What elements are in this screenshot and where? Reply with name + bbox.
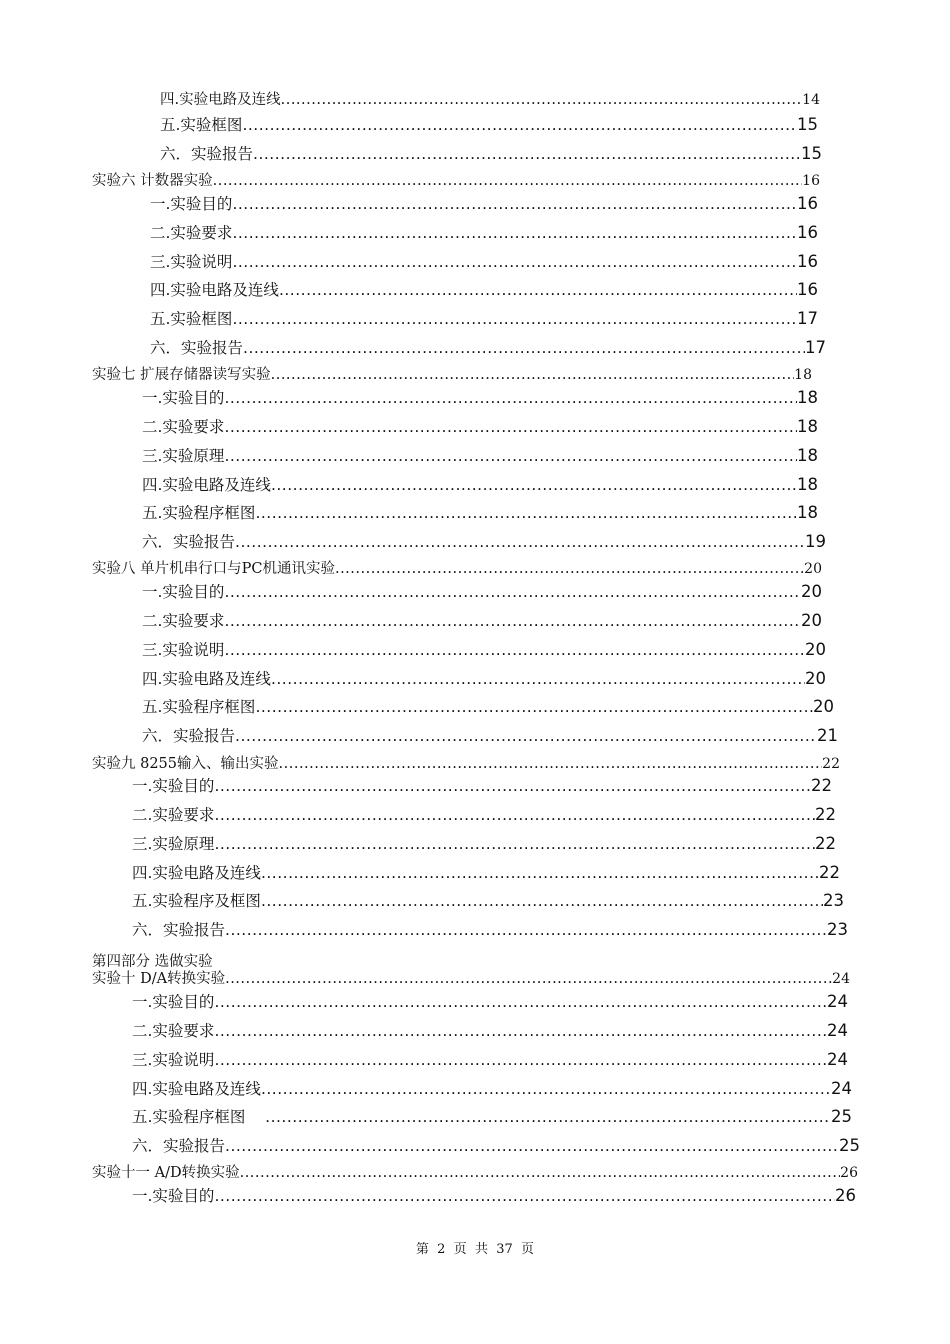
toc-entry-label: 六．实验报告 xyxy=(142,727,236,745)
toc-page-number: 17 xyxy=(805,338,826,357)
toc-leader-dots xyxy=(225,972,832,987)
toc-leader-dots xyxy=(224,585,801,601)
toc-page-number: 18 xyxy=(794,367,812,383)
toc-entry[interactable] xyxy=(142,699,834,716)
toc-leader-dots xyxy=(224,643,805,659)
toc-entry-label: 二.实验要求 xyxy=(132,1022,215,1040)
toc-entry-label: 四.实验电路及连线 xyxy=(142,476,271,494)
toc-leader-dots xyxy=(235,535,805,551)
toc-page-number: 18 xyxy=(797,388,818,407)
toc-page-number: 22 xyxy=(815,805,836,824)
toc-entry-label: 六．实验报告 xyxy=(132,1137,226,1155)
toc-chapter-entry[interactable] xyxy=(92,757,840,772)
toc-entry[interactable] xyxy=(160,117,818,134)
part-heading[interactable]: 第四部分 选做实验 xyxy=(92,954,213,970)
toc-page-number: 20 xyxy=(813,697,834,716)
toc-leader-dots xyxy=(213,174,803,189)
toc-leader-dots xyxy=(271,478,797,494)
toc-page-number: 21 xyxy=(817,726,838,745)
toc-entry-label: 五.实验框图 xyxy=(150,310,233,328)
toc-entry-label: 四.实验电路及连线 xyxy=(132,1080,261,1098)
toc-page-number: 23 xyxy=(823,891,844,910)
toc-entry-label: 五.实验程序框图 xyxy=(142,698,256,716)
toc-entry-label: 六．实验报告 xyxy=(142,533,236,551)
toc-leader-dots xyxy=(225,923,827,939)
toc-leader-dots xyxy=(243,341,805,357)
toc-leader-dots xyxy=(214,808,815,824)
toc-page-number: 25 xyxy=(839,1136,860,1155)
toc-entry-label: 五.实验程序框图 xyxy=(142,504,256,522)
toc-leader-dots xyxy=(271,672,805,688)
toc-entry[interactable] xyxy=(132,807,836,824)
toc-leader-dots xyxy=(271,368,795,383)
toc-entry[interactable] xyxy=(142,584,822,601)
toc-page-number: 18 xyxy=(797,475,818,494)
toc-page-number: 19 xyxy=(805,532,826,551)
toc-entry-label: 一.实验目的 xyxy=(150,195,233,213)
toc-entry-label: 二.实验要求 xyxy=(142,418,225,436)
toc-entry-label: 六．实验报告 xyxy=(160,145,254,163)
toc-page-number: 16 xyxy=(797,223,818,242)
toc-leader-dots xyxy=(214,995,827,1011)
toc-entry[interactable] xyxy=(142,613,822,630)
toc-entry-label: 二.实验要求 xyxy=(150,224,233,242)
toc-entry-label: 实验七 扩展存储器读写实验 xyxy=(92,367,271,383)
toc-page-number: 22 xyxy=(815,834,836,853)
toc-entry[interactable] xyxy=(142,477,818,494)
toc-leader-dots xyxy=(255,506,797,522)
toc-leader-dots xyxy=(261,1082,831,1098)
toc-entry[interactable] xyxy=(150,196,818,213)
toc-leader-dots xyxy=(214,1024,827,1040)
toc-leader-dots xyxy=(253,147,801,163)
toc-entry-label: 二.实验要求 xyxy=(132,806,215,824)
toc-entry-label: 实验八 单片机串行口与PC机通讯实验 xyxy=(92,561,335,577)
toc-page-number: 16 xyxy=(802,173,820,189)
toc-leader-dots xyxy=(232,197,797,213)
page-footer: 第 2 页 共 37 页 xyxy=(415,1242,535,1257)
toc-page-number: 18 xyxy=(797,503,818,522)
toc-entry[interactable] xyxy=(142,534,826,551)
toc-leader-dots xyxy=(232,255,797,271)
toc-entry-label: 实验十 D/A转换实验 xyxy=(92,971,226,987)
toc-entry-label: 三.实验说明 xyxy=(150,253,233,271)
toc-page-number: 20 xyxy=(801,611,822,630)
toc-entry-label: 三.实验说明 xyxy=(132,1051,215,1069)
toc-entry-label: 四.实验电路及连线 xyxy=(142,670,271,688)
toc-entry[interactable] xyxy=(150,254,818,271)
toc-leader-dots xyxy=(235,729,817,745)
toc-entry-label: 一.实验目的 xyxy=(132,1187,215,1205)
toc-page-number: 20 xyxy=(801,582,822,601)
toc-chapter-entry[interactable] xyxy=(92,562,822,577)
toc-entry[interactable] xyxy=(132,1138,860,1155)
toc-entry[interactable] xyxy=(132,836,836,853)
toc-leader-dots xyxy=(214,779,811,795)
toc-entry-label: 三.实验原理 xyxy=(142,447,225,465)
toc-leader-dots xyxy=(265,1110,831,1126)
toc-entry[interactable] xyxy=(132,778,832,795)
toc-leader-dots xyxy=(335,562,804,577)
toc-leader-dots xyxy=(279,757,823,772)
toc-entry[interactable] xyxy=(142,505,818,522)
toc-chapter-entry[interactable] xyxy=(92,368,812,383)
toc-entry[interactable] xyxy=(160,93,820,108)
toc-entry[interactable] xyxy=(132,865,840,882)
toc-entry-label: 二.实验要求 xyxy=(142,612,225,630)
toc-entry[interactable] xyxy=(132,1081,852,1098)
toc-page-number: 24 xyxy=(831,1079,852,1098)
toc-entry[interactable] xyxy=(150,225,818,242)
toc-entry[interactable] xyxy=(132,922,848,939)
toc-leader-dots xyxy=(224,391,797,407)
toc-chapter-entry[interactable] xyxy=(92,1166,858,1181)
toc-entry[interactable] xyxy=(160,146,822,163)
toc-entry-label: 实验九 8255输入、输出实验 xyxy=(92,756,279,772)
toc-page-number: 18 xyxy=(797,417,818,436)
toc-leader-dots xyxy=(279,283,797,299)
toc-page-number: 23 xyxy=(827,920,848,939)
toc-page-number: 24 xyxy=(827,1021,848,1040)
toc-entry-label: 一.实验目的 xyxy=(132,993,215,1011)
toc-entry[interactable] xyxy=(132,1052,848,1069)
toc-entry-label: 一.实验目的 xyxy=(142,389,225,407)
toc-entry[interactable] xyxy=(142,419,818,436)
toc-leader-dots xyxy=(214,1053,827,1069)
toc-entry[interactable] xyxy=(150,282,818,299)
toc-entry-label: 四.实验电路及连线 xyxy=(150,281,279,299)
toc-entry[interactable] xyxy=(142,448,818,465)
toc-leader-dots xyxy=(281,93,803,108)
toc-entry[interactable] xyxy=(132,1109,852,1126)
toc-entry[interactable] xyxy=(132,1188,856,1205)
toc-page-number: 18 xyxy=(797,446,818,465)
toc-entry[interactable] xyxy=(142,728,838,745)
toc-entry[interactable] xyxy=(142,671,826,688)
toc-leader-dots xyxy=(255,700,813,716)
toc-page-number: 15 xyxy=(801,144,822,163)
toc-entry[interactable] xyxy=(150,311,818,328)
toc-entry-label: 五.实验程序及框图 xyxy=(132,892,261,910)
toc-page-number: 20 xyxy=(805,640,826,659)
toc-leader-dots xyxy=(214,1189,835,1205)
toc-page-number: 17 xyxy=(797,309,818,328)
toc-entry-label: 五.实验程序框图 xyxy=(132,1108,266,1126)
toc-entry[interactable] xyxy=(142,390,818,407)
toc-leader-dots xyxy=(224,420,797,436)
toc-entry[interactable] xyxy=(132,994,848,1011)
toc-chapter-entry[interactable] xyxy=(92,174,820,189)
toc-entry-label: 四.实验电路及连线 xyxy=(160,92,281,108)
toc-entry-label: 实验十一 A/D转换实验 xyxy=(92,1165,240,1181)
toc-page-number: 20 xyxy=(805,669,826,688)
toc-entry[interactable] xyxy=(150,340,826,357)
toc-entry-label: 一.实验目的 xyxy=(132,777,215,795)
toc-leader-dots xyxy=(214,837,815,853)
toc-entry-label: 三.实验说明 xyxy=(142,641,225,659)
toc-leader-dots xyxy=(242,118,797,134)
toc-leader-dots xyxy=(225,1139,839,1155)
toc-page-number: 22 xyxy=(819,863,840,882)
toc-entry-label: 四.实验电路及连线 xyxy=(132,864,261,882)
toc-entry[interactable] xyxy=(132,1023,848,1040)
toc-entry-label: 三.实验原理 xyxy=(132,835,215,853)
toc-chapter-entry[interactable] xyxy=(92,972,850,987)
toc-page-number: 22 xyxy=(822,756,840,772)
toc-leader-dots xyxy=(232,312,797,328)
toc-entry-label: 六．实验报告 xyxy=(150,339,244,357)
toc-page-number: 24 xyxy=(827,992,848,1011)
toc-entry-label: 五.实验框图 xyxy=(160,116,243,134)
toc-page-number: 16 xyxy=(797,252,818,271)
toc-entry[interactable] xyxy=(142,642,826,659)
toc-page-number: 16 xyxy=(797,194,818,213)
toc-leader-dots xyxy=(224,614,801,630)
toc-leader-dots xyxy=(232,226,797,242)
toc-page-number: 24 xyxy=(827,1050,848,1069)
toc-entry[interactable] xyxy=(132,893,844,910)
toc-page-number: 24 xyxy=(832,971,850,987)
toc-page-number: 20 xyxy=(804,561,822,577)
toc-page-number: 14 xyxy=(802,92,820,108)
toc-page-number: 25 xyxy=(831,1107,852,1126)
toc-page-number: 26 xyxy=(835,1186,856,1205)
toc-entry-label: 六．实验报告 xyxy=(132,921,226,939)
toc-leader-dots xyxy=(261,894,823,910)
toc-leader-dots xyxy=(240,1166,841,1181)
toc-page-number: 16 xyxy=(797,280,818,299)
toc-page-number: 22 xyxy=(811,776,832,795)
toc-page-number: 15 xyxy=(797,115,818,134)
toc-leader-dots xyxy=(224,449,797,465)
toc-page-number: 26 xyxy=(840,1165,858,1181)
toc-leader-dots xyxy=(261,866,819,882)
toc-entry-label: 实验六 计数器实验 xyxy=(92,173,213,189)
toc-entry-label: 一.实验目的 xyxy=(142,583,225,601)
